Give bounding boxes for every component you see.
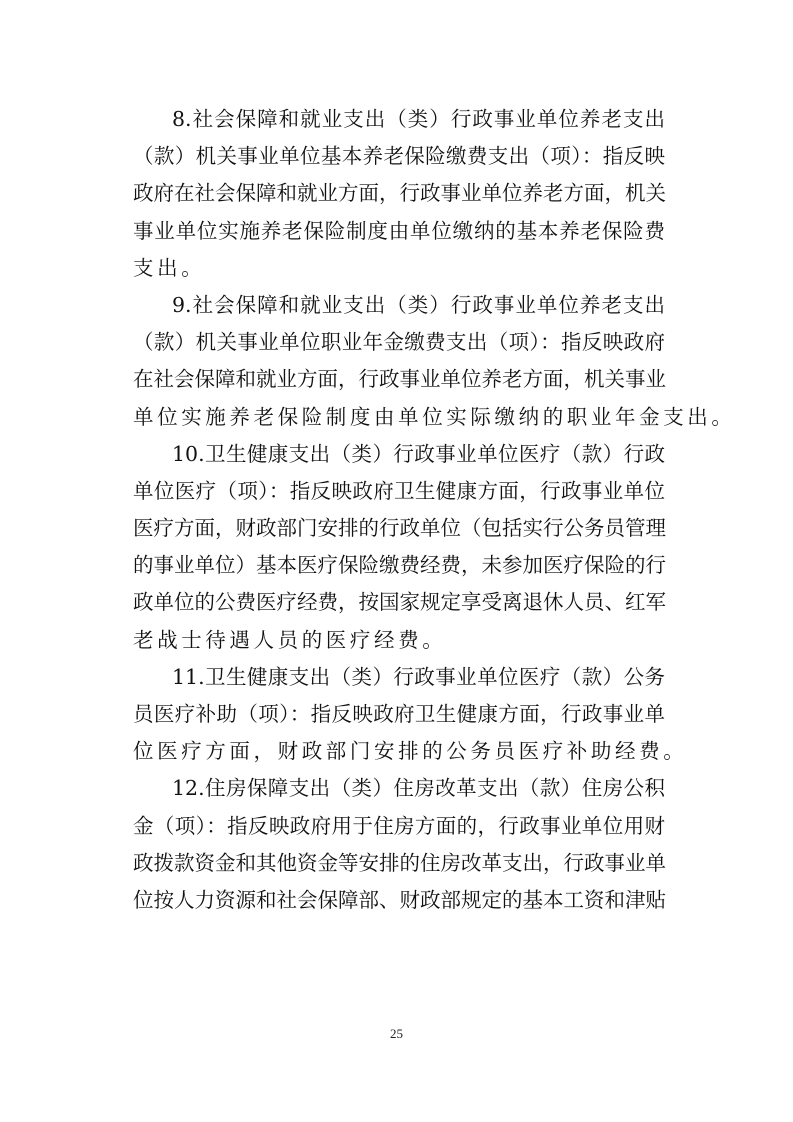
document-body xyxy=(133,101,736,919)
text-line: 单位实施养老保险制度由单位实际缴纳的职业年金支出。 xyxy=(133,404,736,429)
text-line: 老战士待遇人员的医疗经费。 xyxy=(133,627,447,652)
text-line: 政拨款资金和其他资金等安排的住房改革支出，行政事业单 xyxy=(133,850,666,875)
paragraph-item-12 xyxy=(133,770,665,919)
text-line: 员医疗补助（项）：指反映政府卫生健康方面，行政事业单 xyxy=(133,702,665,726)
text-line: （款）机关事业单位职业年金缴费支出（项）：指反映政府 xyxy=(133,330,665,355)
text-line: 10.卫生健康支出（类）行政事业单位医疗（款）行政 xyxy=(172,441,665,466)
text-line: 金（项）：指反映政府用于住房方面的，行政事业单位用财 xyxy=(133,813,665,838)
text-line: 政单位的公费医疗经费，按国家规定享受离退休人员、红军 xyxy=(133,590,666,615)
text-line: 位医疗方面，财政部门安排的公务员医疗补助经费。 xyxy=(133,739,688,764)
text-line: 位按人力资源和社会保障部、财政部规定的基本工资和津贴 xyxy=(133,887,666,912)
text-line: 11.卫生健康支出（类）行政事业单位医疗（款）公务 xyxy=(172,664,665,689)
page-number: 25 xyxy=(390,1026,403,1041)
text-line: 事业单位实施养老保险制度由单位缴纳的基本养老保险费 xyxy=(133,218,665,243)
text-line: 在社会保障和就业方面，行政事业单位养老方面，机关事业 xyxy=(133,367,666,392)
paragraph-item-10 xyxy=(133,436,665,659)
text-line: 单位医疗（项）：指反映政府卫生健康方面，行政事业单位 xyxy=(133,478,665,503)
text-line: （款）机关事业单位基本养老保险缴费支出（项）：指反映 xyxy=(133,144,665,169)
text-line: 8.社会保障和就业支出（类）行政事业单位养老支出 xyxy=(172,107,665,131)
text-line: 医疗方面，财政部门安排的行政单位（包括实行公务员管理 xyxy=(133,516,666,541)
text-line: 的事业单位）基本医疗保险缴费经费，未参加医疗保险的行 xyxy=(133,553,666,578)
paragraph-item-9 xyxy=(133,287,736,436)
text-line: 9.社会保障和就业支出（类）行政事业单位养老支出 xyxy=(172,292,665,317)
text-line: 支出。 xyxy=(133,255,206,280)
text-line: 政府在社会保障和就业方面，行政事业单位养老方面，机关 xyxy=(133,181,666,206)
text-line: 12.住房保障支出（类）住房改革支出（款）住房公积 xyxy=(172,776,665,801)
paragraph-item-11 xyxy=(133,659,688,771)
paragraph-item-8 xyxy=(133,101,665,287)
